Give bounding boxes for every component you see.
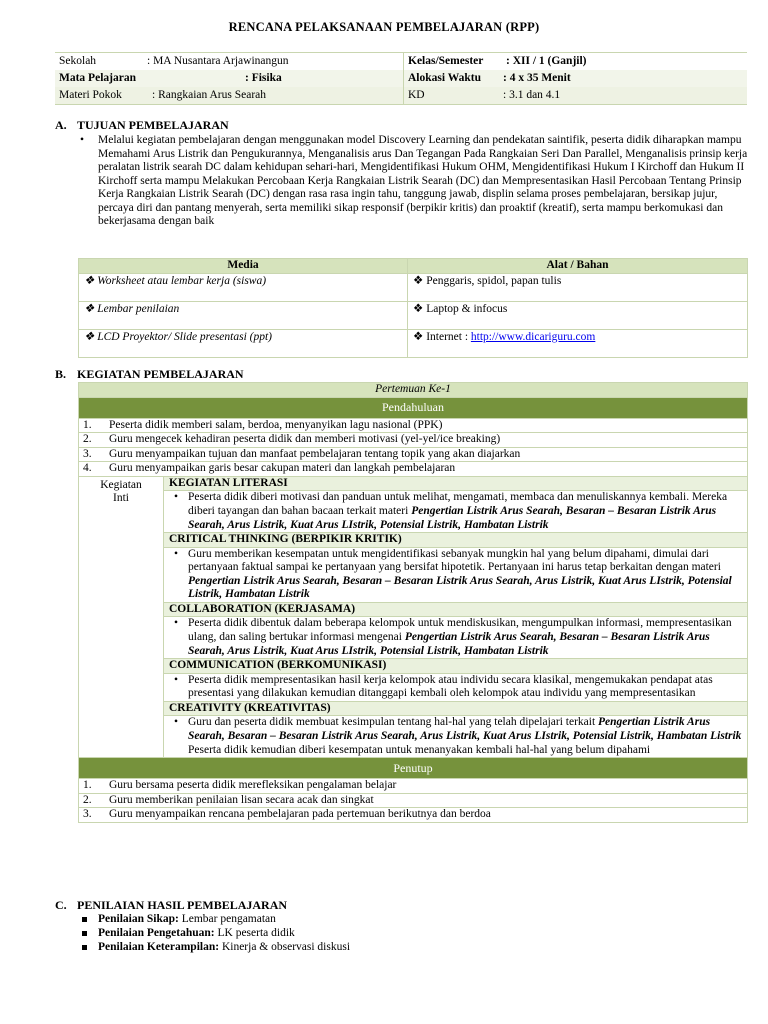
list-item: Guru memberikan penilaian lisan secara acak dan singkat — [109, 793, 374, 806]
alat-item — [408, 273, 748, 301]
pendahuluan-row — [79, 418, 748, 433]
media-item — [79, 273, 408, 301]
inti-content — [164, 716, 748, 758]
sekolah-cell — [55, 53, 404, 71]
media-item — [79, 301, 408, 329]
media-header: Media — [79, 259, 408, 274]
pendahuluan-header: Pendahuluan — [79, 397, 748, 418]
kd-value: : 3.1 dan 4.1 — [503, 88, 561, 101]
kelas-value: : XII / 1 (Ganjil) — [506, 54, 587, 67]
inti-content — [164, 491, 748, 533]
penilaian-list — [80, 913, 350, 955]
pendahuluan-row — [79, 433, 748, 448]
list-item: Guru menyampaikan garis besar cakupan materi dan langkah pembelajaran — [109, 462, 456, 475]
inti-heading: KEGIATAN LITERASI — [164, 476, 748, 491]
penutup-row — [79, 779, 748, 794]
list-item — [80, 913, 350, 927]
list-item — [80, 941, 350, 955]
pendahuluan-row — [79, 462, 748, 477]
alat-header: Alat / Bahan — [408, 259, 748, 274]
section-c-heading — [55, 898, 287, 912]
inti-materi: Pengertian Listrik Arus Searah, Besaran – Besaran Listrik Arus Searah, Arus Listrik, Kuat Arus LIstrik, Potensial Listrik, Hambatan Listrik — [188, 574, 732, 601]
diamond-bullet-icon: ❖ — [413, 302, 424, 315]
diamond-bullet-icon: ❖ — [84, 274, 95, 287]
kegiatan-table — [78, 382, 748, 823]
materi-cell — [55, 87, 404, 105]
inti-text-post: Peserta didik kemudian diberi kesempatan untuk menanyakan kembali hal-hal yang belum dipahami — [188, 743, 651, 756]
penutup-row — [79, 793, 748, 808]
alat-item — [408, 329, 748, 357]
list-number: 3. — [83, 808, 92, 821]
inti-content — [164, 547, 748, 602]
inti-label-line2: Inti — [113, 492, 129, 505]
mapel-value: : Fisika — [245, 71, 282, 84]
diamond-bullet-icon: ❖ — [84, 330, 95, 343]
diamond-bullet-icon: ❖ — [413, 330, 424, 343]
alat-text: Penggaris, spidol, papan tulis — [426, 274, 562, 287]
square-bullet-icon — [82, 945, 87, 950]
alokasi-value: : 4 x 35 Menit — [503, 71, 571, 84]
penilaian-value: LK peserta didik — [214, 927, 295, 939]
penilaian-label: Penilaian Sikap: — [98, 913, 179, 925]
bullet-icon: • — [174, 491, 179, 504]
inti-heading: CRITICAL THINKING (BERPIKIR KRITIK) — [164, 533, 748, 548]
inti-materi: Pengertian Listrik Arus Searah, Besaran – Besaran Listrik Arus Searah, Arus Listrik, Kuat Arus LIstrik, Potensial Listrik, Hambatan Listrik — [188, 631, 710, 657]
media-table — [78, 258, 748, 358]
kd-label: KD — [408, 88, 425, 101]
alat-item — [408, 301, 748, 329]
inti-heading: CREATIVITY (KREATIVITAS) — [164, 701, 748, 716]
list-number: 3. — [83, 447, 92, 460]
section-b-title: KEGIATAN PEMBELAJARAN — [77, 367, 244, 381]
list-item — [80, 927, 350, 941]
section-a-title: TUJUAN PEMBELAJARAN — [77, 118, 229, 132]
bullet-icon: • — [174, 716, 179, 729]
media-text: Lembar penilaian — [97, 302, 180, 315]
inti-materi: Pengertian Listrik Arus Searah, Besaran – Besaran Listrik Arus Searah, Arus Listrik, Kuat Arus LIstrik, Potensial Listrik, Hambatan Listrik — [188, 716, 742, 742]
penutup-row — [79, 808, 748, 823]
section-c-title: PENILAIAN HASIL PEMBELAJARAN — [77, 898, 288, 912]
list-item: Guru mengecek kehadiran peserta didik dan memberi motivasi (yel-yel/ice breaking) — [109, 433, 501, 446]
inti-materi: Pengertian Listrik Arus Searah, Besaran – Besaran Listrik Arus Searah, Arus Listrik, Kuat Arus LIstrik, Potensial Listrik, Hambatan Listrik — [188, 504, 717, 531]
list-number: 1. — [83, 418, 92, 431]
list-number: 2. — [83, 793, 92, 806]
square-bullet-icon — [82, 931, 87, 936]
inti-content — [164, 673, 748, 701]
bullet-icon: • — [174, 547, 179, 560]
list-number: 2. — [83, 433, 92, 446]
sekolah-label: Sekolah — [59, 54, 97, 67]
media-item — [79, 329, 408, 357]
list-item: Guru bersama peserta didik merefleksikan pengalaman belajar — [109, 779, 397, 792]
inti-content — [164, 617, 748, 659]
mapel-label: Mata Pelajaran — [59, 71, 136, 84]
list-item: Guru menyampaikan rencana pembelajaran pada pertemuan berikutnya dan berdoa — [109, 808, 491, 821]
inti-heading: COLLABORATION (KERJASAMA) — [164, 602, 748, 617]
kelas-cell — [404, 53, 748, 71]
kelas-label: Kelas/Semester — [408, 54, 484, 67]
inti-text: Guru dan peserta didik membuat kesimpulan tentang hal-hal yang telah dipelajari terkait — [188, 716, 599, 729]
section-a-heading — [55, 118, 229, 132]
alokasi-label: Alokasi Waktu — [408, 71, 481, 84]
inti-text: Guru memberikan kesempatan untuk mengidentifikasi sebanyak mungkin hal yang belum dipahami, dimulai dari pertanyaan faktual sampai ke pertanyaan yang bersifat hipotetik. Pertanyaan ini harus tetap berkaitan dengan materi — [188, 547, 721, 574]
tujuan-paragraph — [80, 134, 750, 229]
identity-table — [55, 52, 747, 105]
diamond-bullet-icon: ❖ — [413, 274, 424, 287]
alokasi-cell — [404, 70, 748, 87]
bullet-icon: • — [174, 673, 179, 686]
kd-cell — [404, 87, 748, 105]
dicariguru-link[interactable]: http://www.dicariguru.com — [470, 330, 596, 343]
diamond-bullet-icon: ❖ — [84, 302, 95, 315]
alat-text: Laptop & infocus — [426, 302, 508, 315]
sekolah-value: : MA Nusantara Arjawinangun — [147, 54, 289, 67]
inti-text: Peserta didik mempresentasikan hasil kerja kelompok atau individu secara klasikal, mengemukakan pendapat atas presentasi yang dilakukan kemudian ditanggapi kembali oleh kelompok atau individu yang mempresentasikan — [188, 673, 713, 700]
penutup-header: Penutup — [79, 758, 748, 779]
pendahuluan-row — [79, 447, 748, 462]
materi-value: : Rangkaian Arus Searah — [152, 88, 267, 101]
square-bullet-icon — [82, 917, 87, 922]
materi-label: Materi Pokok — [59, 88, 122, 101]
alat-text: Internet : — [426, 330, 471, 343]
bullet-icon: • — [174, 617, 179, 630]
list-item: Peserta didik memberi salam, berdoa, menyanyikan lagu nasional (PPK) — [109, 418, 443, 431]
kegiatan-inti-label — [79, 476, 164, 757]
pertemuan-header: Pertemuan Ke-1 — [79, 383, 748, 398]
section-c-letter: C. — [55, 898, 67, 912]
bullet-icon: • — [80, 134, 85, 146]
media-text: LCD Proyektor/ Slide presentasi (ppt) — [97, 330, 273, 343]
list-number: 1. — [83, 779, 92, 792]
penilaian-label: Penilaian Pengetahuan: — [98, 927, 215, 939]
penilaian-label: Penilaian Keterampilan: — [98, 941, 220, 953]
list-number: 4. — [83, 462, 92, 475]
inti-heading: COMMUNICATION (BERKOMUNIKASI) — [164, 659, 748, 674]
inti-text: Peserta didik dibentuk dalam beberapa kelompok untuk mendiskusikan, mengumpulkan informasi, mempresentasikan ulang, dan saling bertukar informasi mengenai — [188, 617, 732, 643]
section-b-heading — [55, 367, 244, 381]
penilaian-value: Lembar pengamatan — [178, 913, 276, 925]
media-text: Worksheet atau lembar kerja (siswa) — [97, 274, 267, 287]
penilaian-value: Kinerja & observasi diskusi — [219, 941, 351, 953]
tujuan-text: Melalui kegiatan pembelajaran dengan menggunakan model Discovery Learning dan pendekatan saintifik, peserta didik diharapkan mampu Memahami Arus Listrik dan Pengukurannya, Menganalisis arus Dan Tegangan Pada Rangkaian Seri Dan Parallel, Menganalisis prinsip kerja peralatan listrik searah DC dalam kehidupan sehari-hari, Mengidentifikasi Hukum OHM, Mengidentifikasi Hukum I Kirchoff dan Hukum II Kirchoff serta mampu Melakukan Percobaan Kerja Rangkaian Listrik Searah (DC) dan Mempresentasikan Hasil Percobaan Tentang Prinsip Kerja Rangkaian Listrik Searah (DC) dengan rasa rasa ingin tahu, tanggung jawab, displin selama proses pembelajaran, bersikap jujur, percaya diri dan pantang menyerah, serta memiliki sikap responsif (berpikir kritis) dan proaktif (kreatif), serta mampu berkomukasi dan bekerjasama dengan baik — [98, 134, 748, 228]
document-title: RENCANA PELAKSANAAN PEMBELAJARAN (RPP) — [228, 20, 540, 34]
inti-label-line1: Kegiatan — [100, 478, 142, 491]
mapel-cell — [55, 70, 404, 87]
section-a-letter: A. — [55, 118, 67, 132]
section-b-letter: B. — [55, 367, 67, 381]
list-item: Guru menyampaikan tujuan dan manfaat pembelajaran tentang topik yang akan diajarkan — [109, 447, 521, 460]
inti-text: Peserta didik diberi motivasi dan panduan untuk melihat, mengamati, membaca dan menuliskannya kembali. Mereka diberi tayangan dan bahan bacaan terkait materi — [188, 491, 728, 517]
